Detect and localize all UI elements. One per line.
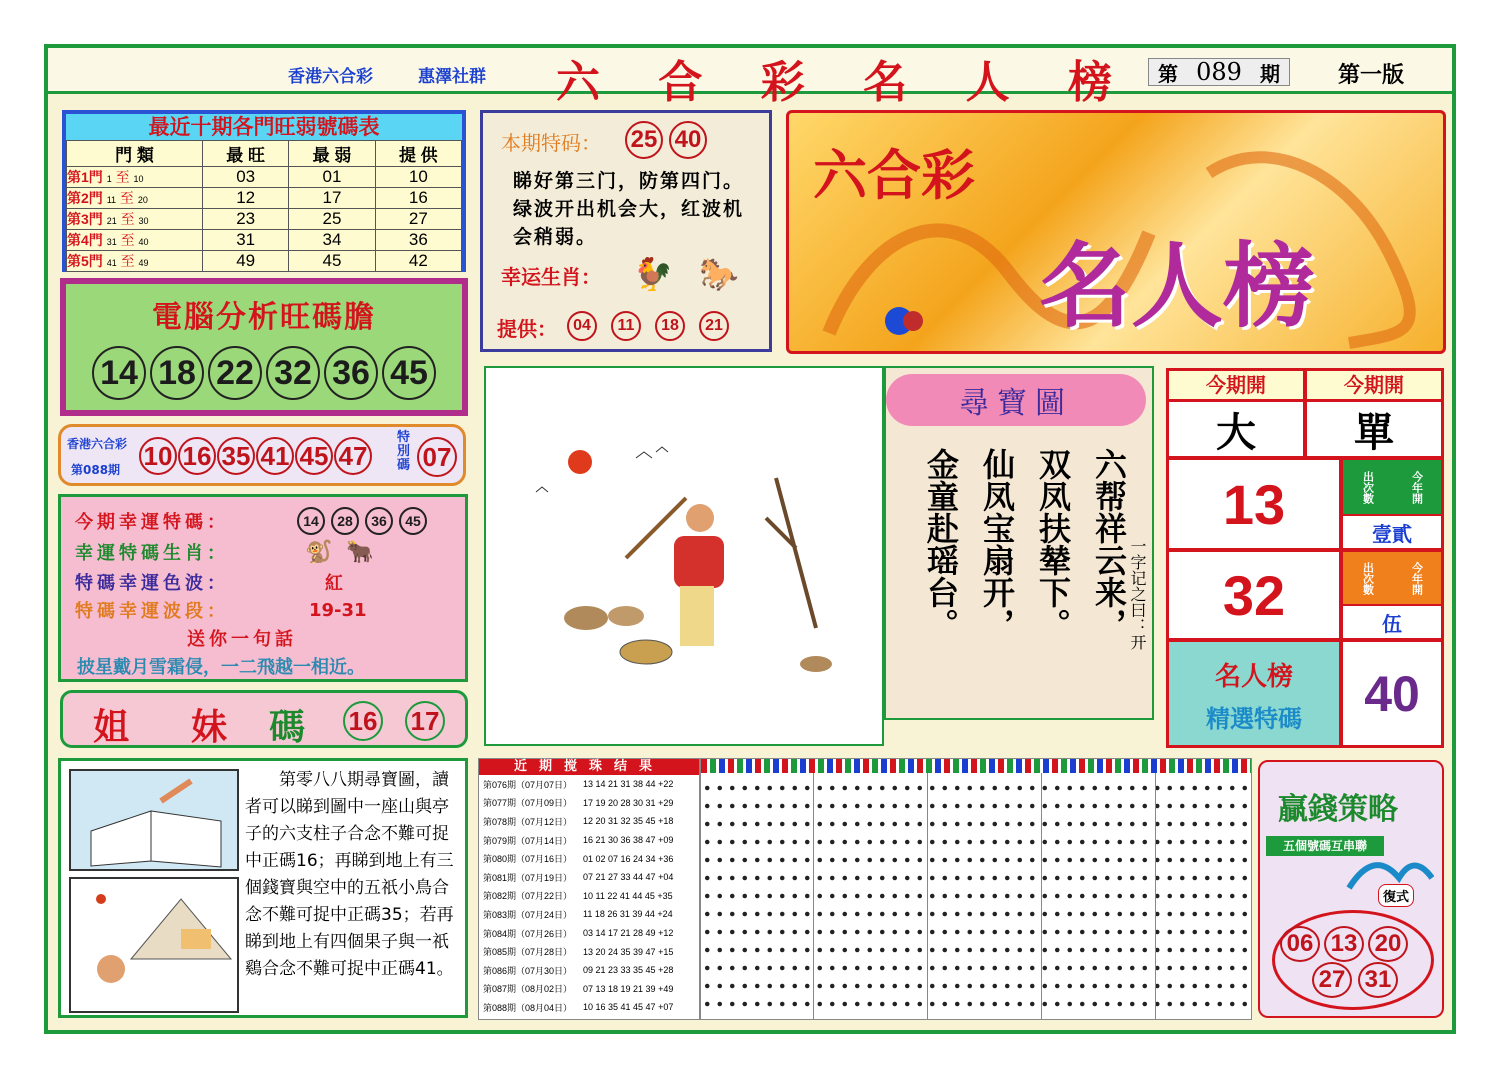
last-draw-numbers <box>139 437 372 475</box>
number-ball: 20 <box>1368 926 1408 962</box>
history-period: 第078期（07月12日） <box>483 816 573 827</box>
count-tag: 出次數 今年開 <box>1343 552 1441 604</box>
history-period: 第088期（08月04日） <box>483 1002 573 1013</box>
computer-panel <box>60 278 468 416</box>
issue-suffix: 期 <box>1259 61 1280 86</box>
famous-cell: 名人榜 精選特碼 <box>1169 642 1339 745</box>
number-ball: 27 <box>1312 962 1352 998</box>
special-text: 睇好第三门，防第四门。绿波开出机会大，红波机会稍弱。 <box>513 170 745 248</box>
history-period: 第077期（07月09日） <box>483 798 573 809</box>
max-cell: 12 <box>203 188 289 209</box>
odd-even-cell: 單 <box>1307 402 1441 456</box>
number-ball: 25 <box>625 121 663 159</box>
number-ball: 17 <box>405 701 445 741</box>
computer-numbers <box>66 346 462 400</box>
treasure-illustration <box>486 368 886 748</box>
history-period: 第084期（07月26日） <box>483 928 573 939</box>
history-numbers: 11 18 26 31 39 44 +24 <box>583 909 673 920</box>
history-period: 第082期（07月22日） <box>483 891 573 902</box>
min-cell: 34 <box>289 230 375 251</box>
title-char: 名 <box>863 57 908 108</box>
gate-cell: 第1門 1 至 10 <box>67 167 203 188</box>
max-cell: 31 <box>203 230 289 251</box>
trend-color-header <box>701 759 1252 773</box>
number-ball: 16 <box>178 437 216 475</box>
lucky-zodiac-label: 幸运生肖： <box>501 265 601 289</box>
give-cell: 10 <box>375 167 461 188</box>
poem-line: 双凤扶辇下。 <box>1034 448 1072 640</box>
history-numbers: 09 21 23 33 35 45 +28 <box>583 965 674 976</box>
history-numbers: 03 14 17 21 28 49 +12 <box>583 928 674 939</box>
explain-text: 第零八八期尋寶圖，讀者可以睇到圖中一座山與亭子的六支柱子合念不難可捉中正碼16；再睇到地上有三個錢寶與空中的五祇小鳥合念不難可捉中正碼35；若再睇到地上有四個果子與一祇鷄合念不難可捉中正碼41。 <box>245 770 454 979</box>
gate-cell: 第3門 21 至 30 <box>67 209 203 230</box>
history-numbers: 16 21 30 36 38 47 +09 <box>583 835 674 846</box>
side-note: 一字记之曰：开 <box>1128 538 1147 650</box>
gate-cell: 第4門 31 至 40 <box>67 230 203 251</box>
history-period: 第081期（07月19日） <box>483 872 573 883</box>
number-ball: 35 <box>217 437 255 475</box>
column-header: 門 類 <box>67 141 203 167</box>
group-name: 惠澤社群 <box>418 67 486 87</box>
history-period: 第086期（07月30日） <box>483 965 573 976</box>
scroll-title-bar <box>886 374 1146 426</box>
history-numbers: 01 02 07 16 24 34 +36 <box>583 853 674 864</box>
history-row <box>479 775 699 794</box>
number-ball: 41 <box>256 437 294 475</box>
count-tag: 出次數 今年開 <box>1343 460 1441 514</box>
computer-title: 電腦分析旺碼膽 <box>152 300 376 335</box>
number-ball: 16 <box>343 701 383 741</box>
table-row <box>67 188 462 209</box>
strategy-tag: 復式 <box>1378 884 1414 907</box>
edition-label: 第一版 <box>1338 63 1405 88</box>
explain-panel <box>58 758 468 1018</box>
issue-prefix: 第 <box>1158 61 1179 86</box>
max-cell: 23 <box>203 209 289 230</box>
table-row <box>67 251 462 272</box>
page-title <box>556 46 1112 108</box>
min-cell: 45 <box>289 251 375 272</box>
history-row <box>479 980 699 999</box>
title-char: 人 <box>965 57 1010 108</box>
strategy-title: 贏錢策略 <box>1278 792 1398 827</box>
number-ball: 45 <box>382 346 436 400</box>
history-row <box>479 887 699 906</box>
poem-line: 仙凤宝扇开， <box>978 448 1016 640</box>
history-numbers: 13 20 24 35 39 47 +15 <box>583 946 674 957</box>
number-ball: 40 <box>669 121 707 159</box>
monkey-icon: 🐒 <box>305 539 333 565</box>
strong-weak-panel <box>62 110 466 272</box>
history-row <box>479 831 699 850</box>
lucky-row-1 <box>75 507 427 535</box>
min-cell: 25 <box>289 209 375 230</box>
number-ball: 14 <box>297 507 325 535</box>
table-row <box>67 209 462 230</box>
strategy-panel <box>1258 760 1444 1018</box>
computer-panel-inner <box>66 284 462 410</box>
header-cell: 今期開 <box>1307 371 1441 399</box>
right-panel <box>1166 368 1444 748</box>
map-illustration <box>69 877 239 1013</box>
strong-weak-table <box>66 140 462 272</box>
number-cell: 13 <box>1169 460 1339 548</box>
history-period: 第083期（07月24日） <box>483 909 573 920</box>
history-numbers: 07 13 18 19 21 39 +49 <box>583 983 674 994</box>
lucky-range: 19-31 <box>309 599 367 621</box>
history-period: 第087期（08月02日） <box>483 984 573 995</box>
history-row <box>479 924 699 943</box>
title-char: 六 <box>556 57 600 108</box>
number-ball: 32 <box>266 346 320 400</box>
number-ball: 11 <box>611 311 641 341</box>
title-char: 合 <box>658 57 703 108</box>
history-numbers: 07 21 27 33 44 47 +04 <box>583 872 674 883</box>
column-header: 最 弱 <box>289 141 375 167</box>
lucky-color: 紅 <box>325 573 343 594</box>
treasure-picture <box>484 366 884 746</box>
saying-title: 送你一句話 <box>187 629 297 650</box>
last-draw-panel <box>58 424 466 486</box>
book-illustration <box>69 769 239 871</box>
sister-char: 姐 <box>93 707 130 748</box>
min-cell: 01 <box>289 167 375 188</box>
give-cell: 42 <box>375 251 461 272</box>
table-row <box>67 230 462 251</box>
gate-cell: 第2門 11 至 20 <box>67 188 203 209</box>
poem-line: 金童赴瑶台。 <box>922 448 960 640</box>
history-rows <box>479 775 699 1017</box>
last-draw-org: 香港六合彩 <box>67 437 128 451</box>
provide-label: 提供： <box>497 317 557 341</box>
lucky-label: 今期幸運特碼： <box>75 512 229 533</box>
history-row <box>479 812 699 831</box>
history-numbers: 10 11 22 41 44 45 +35 <box>583 890 673 901</box>
scroll-title: 尋寶圖 <box>959 386 1073 421</box>
strong-weak-title: 最近十期各門旺弱號碼表 <box>66 114 462 140</box>
lucky-label: 幸運特碼生肖： <box>75 543 229 564</box>
special-panel <box>480 110 772 352</box>
history-row <box>479 942 699 961</box>
header-cell: 今期開 <box>1169 371 1303 399</box>
gate-cell: 第5門 41 至 49 <box>67 251 203 272</box>
trend-chart <box>700 758 1252 1020</box>
trend-divider <box>927 773 928 1020</box>
history-row <box>479 961 699 980</box>
provide-numbers <box>567 311 729 341</box>
number-ball: 18 <box>150 346 204 400</box>
title-char: 榜 <box>1067 57 1112 108</box>
horse-icon: 🐎 <box>699 255 739 293</box>
table-row <box>67 167 462 188</box>
sister-char: 碼 <box>269 707 306 748</box>
trend-divider <box>1041 773 1042 1020</box>
number-ball: 21 <box>699 311 729 341</box>
history-row <box>479 849 699 868</box>
saying-text: 披星戴月雪霜侵，一二飛越一相近。 <box>77 657 365 678</box>
banner <box>786 110 1446 354</box>
history-period: 第085期（07月28日） <box>483 947 573 958</box>
strategy-subtitle: 五個號碼互串聯 <box>1266 836 1384 856</box>
number-ball: 06 <box>1280 926 1320 962</box>
history-row <box>479 905 699 924</box>
give-cell: 27 <box>375 209 461 230</box>
number-ball: 28 <box>331 507 359 535</box>
give-cell: 16 <box>375 188 461 209</box>
number-ball: 45 <box>295 437 333 475</box>
mountain-icon <box>71 879 237 1011</box>
trend-divider <box>813 773 814 1020</box>
lucky-row-4 <box>75 597 367 623</box>
lucky-label: 特碼幸運色波： <box>75 573 229 594</box>
column-header: 最 旺 <box>203 141 289 167</box>
number-ball: 45 <box>399 507 427 535</box>
lucky-label: 特碼幸運波段： <box>75 601 229 622</box>
issue-number: 089 <box>1196 58 1242 86</box>
org-name: 香港六合彩 <box>288 67 373 87</box>
lucky-panel <box>58 494 468 682</box>
title-char: 彩 <box>760 57 805 108</box>
max-cell: 49 <box>203 251 289 272</box>
history-numbers: 12 20 31 32 35 45 +18 <box>583 816 674 827</box>
history-period: 第080期（07月16日） <box>483 854 573 865</box>
trend-dots <box>701 779 1252 1019</box>
number-ball: 14 <box>92 346 146 400</box>
sister-panel <box>60 690 468 748</box>
max-cell: 03 <box>203 167 289 188</box>
min-cell: 17 <box>289 188 375 209</box>
number-ball: 10 <box>139 437 177 475</box>
trend-divider <box>1155 773 1156 1020</box>
poem <box>906 448 1126 640</box>
banner-small-title: 六合彩 <box>813 143 975 207</box>
history-row <box>479 868 699 887</box>
number-ball: 22 <box>208 346 262 400</box>
special-label: 特別碼 <box>397 430 411 473</box>
number-ball: 36 <box>324 346 378 400</box>
number-cell: 32 <box>1169 552 1339 638</box>
banner-big-title: 名人榜 <box>1039 232 1316 340</box>
strategy-numbers-row1 <box>1280 926 1408 962</box>
treasure-scroll <box>884 366 1154 720</box>
history-row <box>479 998 699 1017</box>
count-cell: 伍 <box>1343 606 1441 638</box>
history-numbers: 10 16 35 41 45 47 +07 <box>583 1002 674 1013</box>
book-icon <box>71 771 237 869</box>
history-numbers: 17 19 20 28 30 31 +29 <box>583 797 674 808</box>
history-panel <box>478 758 700 1020</box>
column-header: 提 供 <box>375 141 461 167</box>
count-cell: 壹貳 <box>1343 516 1441 548</box>
history-title: 近期搅珠结果 <box>479 759 699 775</box>
pick-number-cell: 40 <box>1343 642 1441 745</box>
history-numbers: 13 14 21 31 38 44 +22 <box>583 779 674 790</box>
number-ball: 36 <box>365 507 393 535</box>
lucky-row-3 <box>75 569 343 595</box>
ox-icon: 🐂 <box>346 539 374 565</box>
last-draw-issue: 第088期 <box>71 463 121 477</box>
number-ball: 04 <box>567 311 597 341</box>
sister-char: 妹 <box>191 707 228 748</box>
history-period: 第079期（07月14日） <box>483 835 573 846</box>
rooster-icon: 🐓 <box>633 255 673 293</box>
big-small-cell: 大 <box>1169 402 1303 456</box>
history-row <box>479 794 699 813</box>
special-label: 本期特码： <box>501 131 601 155</box>
number-ball: 31 <box>1358 962 1398 998</box>
special-ball: 07 <box>417 437 457 477</box>
issue-box <box>1148 58 1290 86</box>
give-cell: 36 <box>375 230 461 251</box>
number-ball: 18 <box>655 311 685 341</box>
poem-line: 六帮祥云来， <box>1090 448 1128 640</box>
lucky-row-2 <box>75 539 374 565</box>
strategy-numbers-row2 <box>1312 962 1398 998</box>
number-ball: 47 <box>334 437 372 475</box>
number-ball: 13 <box>1324 926 1364 962</box>
history-period: 第076期（07月07日） <box>483 779 573 790</box>
table-header-row <box>67 141 462 167</box>
